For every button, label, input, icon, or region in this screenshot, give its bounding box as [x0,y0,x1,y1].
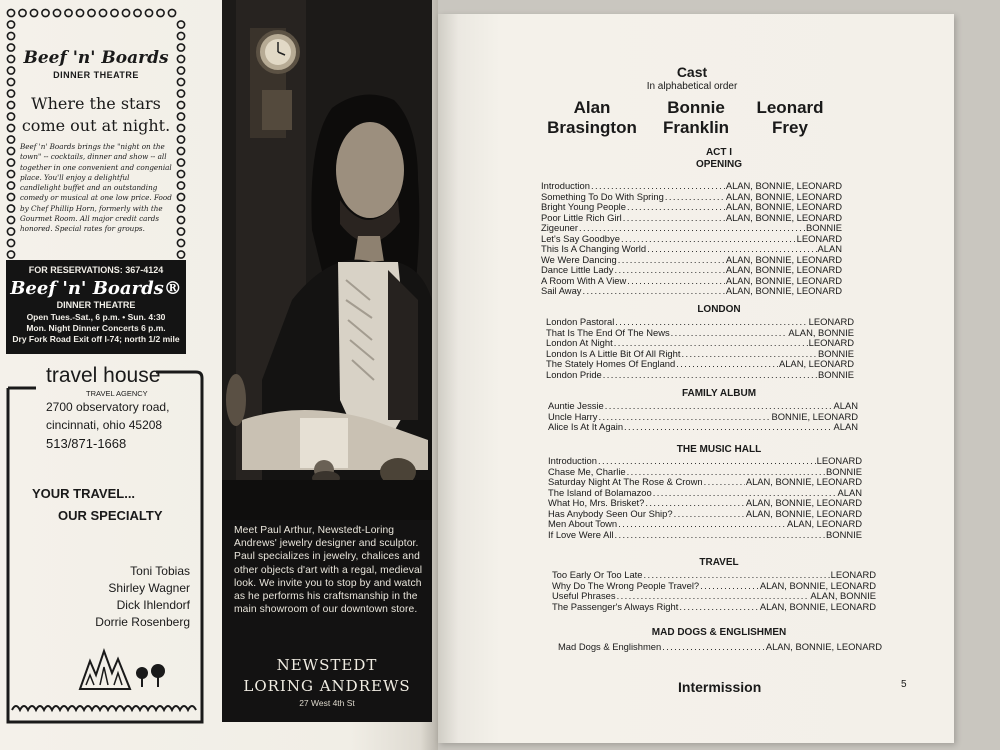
song-cast: LEONARD [830,569,876,580]
song-row [541,222,842,233]
song-title: Auntie Jessie [548,400,604,411]
song-row [548,487,862,498]
song-title: Chase Me, Charlie [548,465,626,477]
beef-hours-1: Open Tues.-Sat., 6 p.m. • Sun. 4:30 [26,312,166,322]
border-dot [7,228,14,235]
beef-n-boards-logo: Beef 'n' Boards [23,48,169,68]
dot-leader [627,201,725,212]
song-cast: ALAN, BONNIE, LEONARD [759,579,876,591]
cast-last-name: Frey [772,118,808,137]
song-cast: ALAN, BONNIE, LEONARD [725,180,842,191]
song-row [552,569,876,580]
song-row [546,358,854,369]
song-row [548,508,862,519]
dot-leader [679,601,758,612]
border-dot [7,193,14,200]
border-dot [122,9,129,16]
song-cast: ALAN, LEONARD [778,358,854,369]
dot-leader [644,569,830,580]
song-title: Useful Phrases [552,590,616,601]
dot-leader [624,421,832,432]
beef-subtitle-2: DINNER THEATRE [56,300,136,310]
dot-leader [614,264,724,275]
song-cast: LEONARD [816,455,862,466]
border-dot [177,251,184,258]
dot-leader [627,275,725,286]
dot-leader [618,254,725,265]
song-row [541,264,842,275]
intermission-label: Intermission [678,679,762,695]
border-dot [7,239,14,246]
song-title: Sail Away [541,285,582,296]
beef-hours-2: Mon. Night Dinner Concerts 6 p.m. [26,323,166,333]
travel-agency-subtitle: TRAVEL AGENCY [86,389,148,398]
song-cast: ALAN, BONNIE, LEONARD [725,274,842,286]
song-row [548,455,862,466]
dot-leader [582,285,724,296]
border-dot [19,9,26,16]
song-row [546,316,854,327]
song-cast: LEONARD [808,316,854,327]
border-dot [177,21,184,28]
song-cast: ALAN [837,486,862,498]
beef-body-text: Beef 'n' Boards brings the "night on the town" -- cocktails, dinner and show -- all together in one convenient and congenial place. You'll enjoy a delightful candlelight buffet and an outstanding comedy or musical at one low price. Food by Chef Phillip Horn, formerly with the Gourmet Room. All major credit cards honored. Special rates for groups. [20,142,172,234]
dot-leader [618,518,786,529]
song-title: Alice Is At It Again [548,421,624,432]
cast-member [725,98,855,138]
song-cast: ALAN, BONNIE, LEONARD [745,497,862,508]
song-cast: ALAN, BONNIE, LEONARD [745,507,862,519]
song-row [548,421,858,432]
song-title: We Were Dancing [541,253,617,265]
song-cast: ALAN, BONNIE [788,326,854,338]
border-dot [168,9,175,16]
dot-leader [704,476,745,487]
border-dot [76,9,83,16]
dot-leader [700,580,759,591]
song-row [548,466,862,477]
beef-tagline-2: come out at night. [21,116,171,135]
staff-name: Dick Ihlendorf [116,598,190,612]
jeweler-address: 27 West 4th St [299,698,355,708]
dot-leader [647,243,816,254]
border-dot [177,193,184,200]
song-title: Saturday Night At The Rose & Crown [548,476,703,487]
border-dot [177,216,184,223]
song-title: The Stately Homes Of England [546,358,676,369]
song-title: Zigeuner [541,222,579,233]
song-title: The Island of Bolamazoo [548,486,652,498]
song-row [546,327,854,338]
song-cast: ALAN, BONNIE, LEONARD [725,201,842,212]
song-cast: ALAN [833,400,858,411]
border-dot [177,239,184,246]
song-cast: ALAN, BONNIE, LEONARD [765,641,882,652]
beef-reservations-panel [6,260,186,354]
section-title: TRAVEL [699,557,739,568]
song-title: Has Anybody Seen Our Ship? [548,507,673,519]
song-row [541,212,842,223]
beef-n-boards-ad [6,8,186,354]
beef-directions: Dry Fork Road Exit off I-74; north 1/2 mile [12,334,180,344]
song-title: Why Do The Wrong People Travel? [552,579,700,591]
jeweler-name-2: LORING ANDREWS [243,677,411,695]
song-row [548,411,858,422]
song-cast: ALAN [817,243,842,254]
song-cast: ALAN, BONNIE, LEONARD [725,190,842,202]
song-row [552,580,876,591]
cast-subtitle: In alphabetical order [646,81,738,92]
song-cast: ALAN, BONNIE [810,590,876,601]
staff-name: Dorrie Rosenberg [95,615,190,629]
border-dot [7,170,14,177]
song-title: Mad Dogs & Englishmen [558,641,662,652]
dot-leader [662,641,765,652]
song-cast: ALAN, BONNIE, LEONARD [725,253,842,265]
border-dot [177,170,184,177]
section-subtitle: OPENING [695,159,743,170]
dot-leader [676,358,778,369]
cast-title: Cast [676,64,708,80]
border-dot [53,9,60,16]
song-cast: ALAN, BONNIE, LEONARD [725,264,842,275]
border-dot [177,228,184,235]
song-cast: LEONARD [796,232,842,244]
border-dot [7,9,14,16]
jeweler-name-1: NEWSTEDT [276,656,378,674]
dot-leader [681,348,817,359]
dot-leader [674,508,745,519]
song-cast: ALAN, BONNIE, LEONARD [745,476,862,487]
border-dot [7,182,14,189]
travel-slogan-1: YOUR TRAVEL... [32,486,136,501]
song-title: Too Early Or Too Late [552,569,643,580]
song-row [541,233,842,244]
song-title: Something To Do With Spring [541,190,664,202]
border-dot [65,9,72,16]
cast-first-name: Alan [573,98,611,117]
dot-leader [598,455,816,466]
beef-n-boards-logo-2: Beef 'n' Boards® [10,278,182,299]
jeweler-portrait-photo [222,0,432,520]
dot-leader [623,212,725,223]
dot-leader [665,191,725,202]
program-page [438,14,954,743]
song-title: A Room With A View [541,274,627,286]
border-dot [7,21,14,28]
border-dot [134,9,141,16]
song-row [546,348,854,359]
section-title: LONDON [697,304,741,315]
dot-leader [603,369,817,380]
dot-leader [627,466,825,477]
song-cast: ALAN [833,421,858,432]
staff-name: Toni Tobias [130,564,190,578]
border-dot [111,9,118,16]
border-dot [7,32,14,39]
dot-leader [615,316,807,327]
song-title: Poor Little Rich Girl [541,211,622,223]
song-title: Let's Say Goodbye [541,232,620,244]
cast-last-name: Franklin [662,118,730,137]
dot-leader [671,327,788,338]
travel-house-ad [6,358,204,724]
jeweler-photo-ad [222,0,432,722]
song-row [548,476,862,487]
dot-leader [591,180,725,191]
song-cast: BONNIE [818,368,854,380]
song-cast: ALAN, BONNIE, LEONARD [759,600,876,612]
left-page [0,0,438,750]
song-row [548,497,862,508]
song-row [558,641,882,652]
song-title: London Pride [546,368,602,380]
song-title: This Is A Changing World [541,243,647,254]
border-dot [30,9,37,16]
border-dot [145,9,152,16]
beef-subtitle: DINNER THEATRE [53,70,139,80]
border-dot [7,216,14,223]
song-row [541,191,842,202]
border-dot [177,182,184,189]
dot-leader [614,337,808,348]
song-cast: BONNIE, LEONARD [771,410,858,422]
cast-first-name: Leonard [756,98,824,117]
song-row [541,201,842,212]
song-title: Uncle Harry [548,410,598,422]
song-title: Introduction [548,455,597,466]
song-title: Dance Little Lady [541,264,614,275]
dot-leader [605,400,833,411]
travel-address-2: cincinnati, ohio 45208 [46,418,163,432]
song-row [541,180,842,191]
dot-leader [617,590,810,601]
song-cast: ALAN, BONNIE, LEONARD [725,285,842,296]
song-row [546,337,854,348]
song-cast: BONNIE [826,465,862,477]
beef-phone: FOR RESERVATIONS: 367-4124 [28,265,164,275]
section-title: MAD DOGS & ENGLISHMEN [651,627,787,638]
travel-house-title: travel house [46,364,161,387]
border-dot [7,136,14,143]
song-row [546,369,854,380]
page-number: 5 [901,679,907,690]
travel-slogan-2: OUR SPECIALTY [58,508,163,523]
song-cast: LEONARD [808,337,854,348]
song-title: Introduction [541,180,590,191]
song-title: London Pastoral [546,316,615,327]
song-cast: BONNIE [806,222,842,233]
border-dot [88,9,95,16]
border-dot [177,159,184,166]
song-row [552,590,876,601]
song-row [548,518,862,529]
border-dot [7,147,14,154]
travel-phone: 513/871-1668 [46,436,127,451]
song-title: Men About Town [548,518,618,529]
song-row [541,243,842,254]
dot-leader [599,411,771,422]
border-dot [177,147,184,154]
dot-leader [614,529,825,540]
border-dot [99,9,106,16]
song-cast: BONNIE [826,528,862,540]
cast-last-name: Brasington [547,118,637,137]
mountain-tree-icon [78,643,178,693]
song-title: If Love Were All [548,528,614,540]
song-row [548,400,858,411]
song-cast: BONNIE [818,347,854,359]
border-dot [42,9,49,16]
song-row [548,529,862,540]
song-title: London Is A Little Bit Of All Right [546,347,681,359]
song-title: That Is The End Of The News [546,326,670,338]
song-title: London At Night [546,337,613,348]
border-dot [7,159,14,166]
song-row [541,254,842,265]
border-dot [177,32,184,39]
border-dot [177,136,184,143]
border-dot [157,9,164,16]
song-row [541,275,842,286]
dot-leader [653,487,837,498]
dot-leader [579,222,805,233]
dot-leader [645,497,744,508]
song-cast: ALAN, LEONARD [786,518,862,529]
song-title: What Ho, Mrs. Brisket? [548,497,645,508]
song-cast: ALAN, BONNIE, LEONARD [725,211,842,223]
cast-first-name: Bonnie [667,98,725,117]
section-title: FAMILY ALBUM [681,388,757,399]
staff-name: Shirley Wagner [108,581,190,595]
travel-address-1: 2700 observatory road, [46,400,170,414]
border-dot [7,251,14,258]
dot-leader [621,233,796,244]
song-row [552,601,876,612]
section-title: THE MUSIC HALL [676,444,762,455]
beef-tagline-1: Where the stars [31,94,161,113]
jeweler-caption: Meet Paul Arthur, Newstedt-Loring Andrews' jewelry designer and sculptor. Paul specializes in jewelry, chalices and other objects d'art with a regal, medieval look. We invite you to stop by and watch as he performs his craftsmanship in the main showroom of our downtown store. [234,525,423,616]
song-title: Bright Young People [541,201,626,212]
border-dot [7,205,14,212]
song-row [541,285,842,296]
song-title: The Passenger's Always Right [552,600,679,612]
section-title: ACT I [705,147,733,158]
border-dot [177,205,184,212]
